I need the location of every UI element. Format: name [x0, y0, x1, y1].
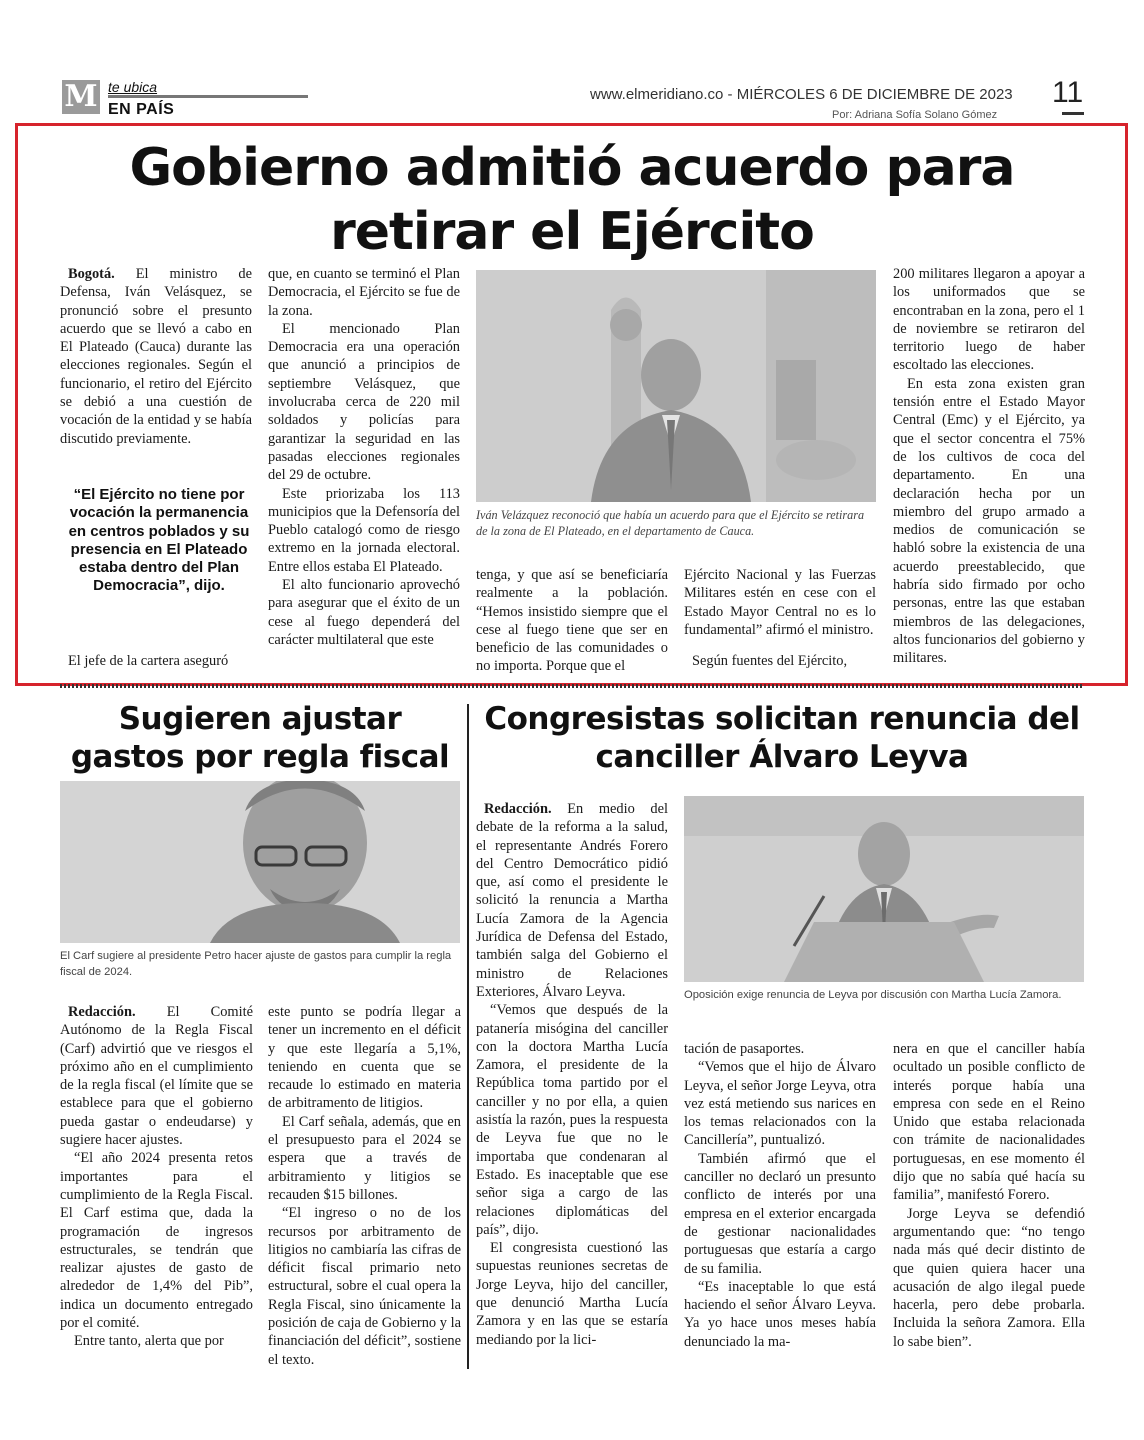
fiscal-column-2: [268, 1003, 461, 1369]
main-column-1-end: [60, 652, 252, 670]
main-col1-text: El ministro de Defensa, Iván Velásquez, se pronunció sobre el presunto acuerdo que se llevó a cabo en El Plateado (Cauca) durante las elecciones regionales. Según el funcionario, el retiro del Ejército se debió a una cuestión de vocación de la entidad y se había discutido previamente.: [60, 266, 252, 447]
minister-photo: [476, 270, 876, 502]
paragraph: En esta zona existen gran tensión entre el Estado Mayor Central (Emc) y el Ejército, ya que el sector concentra el 75% de los cultivos de coca del departamento. En una declaración hecha por un miembro del grupo armado a medios de comunicación se habló sobre la existencia de una acuerdo preestablecido, que habría sido firmado por ocho personas, entre las que estaban miembros de las delegaciones, altos funcionarios del gobierno y militares.: [893, 375, 1085, 667]
pull-quote: “El Ejército no tiene por vocación la permanencia en centros poblados y su presencia en El Plateado estaba dentro del Plan Democracia”, dijo.: [68, 486, 250, 595]
president-photo: [60, 781, 460, 943]
chancellor-photo: [684, 796, 1084, 982]
leyva-column-3: [893, 1040, 1085, 1351]
main-headline: Gobierno admitió acuerdo para retirar el Ejército: [129, 138, 1015, 262]
paragraph: También afirmó que el canciller no declaró un presunto conflicto de interés por una empresa en el exterior encargada de gestionar nacionalidades portuguesas que estaría a cargo de su familia.: [684, 1150, 876, 1277]
leyva-column-2: [684, 1040, 876, 1351]
paragraph: El congresista cuestionó las supuestas reuniones secretas de Jorge Leyva, hijo del canciller, que denunció Martha Lucía Zamora y en las que se estaría mediando por la lici-: [476, 1240, 668, 1348]
paragraph: 200 militares llegaron a apoyar a los uniformados que se encontraban en la zona, pero el 1 de noviembre se retiraron del territorio luego de haber escoltado las elecciones.: [893, 266, 1085, 374]
leyva-column-1: [476, 800, 668, 1349]
main-column-4-end: [684, 652, 876, 670]
lead-place: Redacción.: [68, 1004, 136, 1020]
paragraph: “El año 2024 presenta retos importantes para el cumplimiento de la Regla Fiscal. El Carf estima que, dada la programación de ingresos estructurales, se tendrán que realizar ajustes de gasto de alrededor de 1,4% del Pib”, indica un documento entregado por el comité.: [60, 1150, 253, 1332]
fiscal-column-1: [60, 1003, 253, 1351]
paragraph: “Es inaceptable lo que está haciendo el señor Álvaro Leyva. Ya yo hace unos meses había denunciado la ma-: [684, 1278, 876, 1350]
fiscal-col1-p1: El Comité Autónomo de la Regla Fiscal (Carf) advirtió que ve riesgos el próximo año en el cumplimiento de la regla fiscal (el límite que se establece para que el gobierno pueda gastar o endeudarse) y sugiere hacer ajustes.: [60, 1004, 253, 1149]
paragraph: nera en que el canciller había ocultado un posible conflicto de interés porque había una empresa con sede en el Reino Unido que estaba relacionada con trámite de nacionalidades portuguesas, en ese momento él dijo que no sabía qué hacía su familia”, manifestó Forero.: [893, 1041, 1085, 1204]
section-rule: [108, 95, 308, 98]
lead-place: Redacción.: [484, 801, 552, 817]
main-column-2: [268, 265, 460, 649]
paragraph: “El ingreso o no de los recursos por arbitramento de litigios no cambiaría las cifras de déficit fiscal primario neto estructural, sobre el cual opera la Regla Fiscal, sino únicamente la posición de caja de Gobierno y la financiación del déficit”, sostiene el texto.: [268, 1205, 461, 1368]
chancellor-photo-icon: [684, 796, 1084, 982]
main-column-4: [684, 566, 876, 639]
paragraph: tación de pasaportes.: [684, 1041, 805, 1057]
section-name: EN PAÍS: [108, 101, 175, 118]
main-col1-end-text: El jefe de la cartera aseguró: [68, 653, 229, 669]
lead-place: Bogotá.: [68, 266, 115, 282]
page-number: 11: [1052, 76, 1084, 109]
byline: Por: Adriana Sofía Solano Gómez: [832, 109, 998, 121]
paragraph: que, en cuanto se terminó el Plan Democracia, el Ejército se fue de la zona.: [268, 266, 460, 319]
paragraph: El Carf señala, además, que en el presupuesto para el 2024 se espera que a través de arbitramiento y litigios se recauden $15 billones.: [268, 1113, 461, 1203]
paragraph: Ejército Nacional y las Fuerzas Militares estén en cese con el Estado Mayor Central no es lo fundamental” afirmó el ministro.: [684, 567, 876, 638]
section-kicker: te ubica: [108, 79, 158, 95]
paragraph: Según fuentes del Ejército,: [692, 653, 848, 669]
newspaper-logo: M: [62, 80, 100, 114]
minister-photo-caption: Iván Velázquez reconoció que había un acuerdo para que el Ejército se retirara de la zona de El Plateado, en el departamento de Cauca.: [476, 508, 865, 538]
paragraph: Jorge Leyva se defendió argumentando que: “no tengo nada más qué decir distinto de que quien quiera hacer una acusación de algo ilegal puede hacerla, pero debe probarla. Incluida la señora Zamora. Ella lo sabe bien”.: [893, 1205, 1085, 1350]
page-number-rule: [1062, 112, 1084, 115]
leyva-headline: Congresistas solicitan renuncia del canciller Álvaro Leyva: [484, 701, 1080, 775]
paragraph: “Vemos que el hijo de Álvaro Leyva, el señor Jorge Leyva, otra vez está metiendo sus narices en los temas relacionados con la Cancillería”, puntualizó.: [684, 1059, 876, 1149]
paragraph: tenga, y que así se beneficiaría realmente a la población. “Hemos insistido siempre que el cese al fuego tiene que ser en beneficio de las comunidades o no importa. Porque que el: [476, 567, 668, 675]
leyva-col1-p1: En medio del debate de la reforma a la salud, el representante Andrés Forero del Centro Democrático pidió que, así como el presidente le solicitó la renuncia a Martha Lucía Zamora de la Agencia Jurídica de Defensa del Estado, también salga del Gobierno el ministro de Relaciones Exteriores, Álvaro Leyva.: [476, 801, 668, 1000]
minister-photo-icon: [476, 270, 876, 502]
main-column-1: [60, 265, 252, 448]
date-line: www.elmeridiano.co - MIÉRCOLES 6 DE DICIEMBRE DE 2023: [590, 86, 1013, 103]
paragraph: “Vemos que después de la patanería misógina del canciller con la doctora Martha Lucía Zamora, el presidente de la República toma partido por el canciller y no por ella, a quien asistía la razón, pues la respuesta de Leyva fue que no le importaba que condenaran al Estado. Es inaceptable que ese señor siga a cargo de las relaciones diplomáticas del país”, dijo.: [476, 1002, 668, 1238]
fiscal-headline: Sugieren ajustar gastos por regla fiscal: [70, 701, 450, 775]
column-divider: [467, 704, 469, 1369]
president-photo-caption: El Carf sugiere al presidente Petro hacer ajuste de gastos para cumplir la regla fiscal de 2024.: [60, 950, 452, 978]
dotted-divider: [60, 684, 1084, 688]
president-photo-icon: [60, 781, 460, 943]
paragraph: Entre tanto, alerta que por: [74, 1333, 224, 1350]
paragraph: El alto funcionario aprovechó para asegurar que el éxito de un cese al fuego dependerá del carácter multilateral que este: [268, 577, 460, 648]
main-column-3: [476, 566, 668, 676]
chancellor-photo-caption: Oposición exige renuncia de Leyva por discusión con Martha Lucía Zamora.: [684, 989, 1062, 1001]
paragraph: este punto se podría llegar a tener un incremento en el déficit y que este llegaría a 5,1%, teniendo en cuenta que se recaude lo estimado en materia de arbitramento de litigios.: [268, 1004, 461, 1112]
main-column-5: [893, 265, 1085, 668]
paragraph: Este priorizaba los 113 municipios que la Defensoría del Pueblo catalogó como de riesgo extremo en la jornada electoral. Entre ellos estaba El Plateado.: [268, 485, 460, 575]
paragraph: El mencionado Plan Democracia era una operación que anunció a principios de septiembre Velásquez, que involucraba cerca de 220 mil soldados y policías para garantizar la seguridad en las pasadas elecciones regionales del 29 de octubre.: [268, 320, 460, 484]
